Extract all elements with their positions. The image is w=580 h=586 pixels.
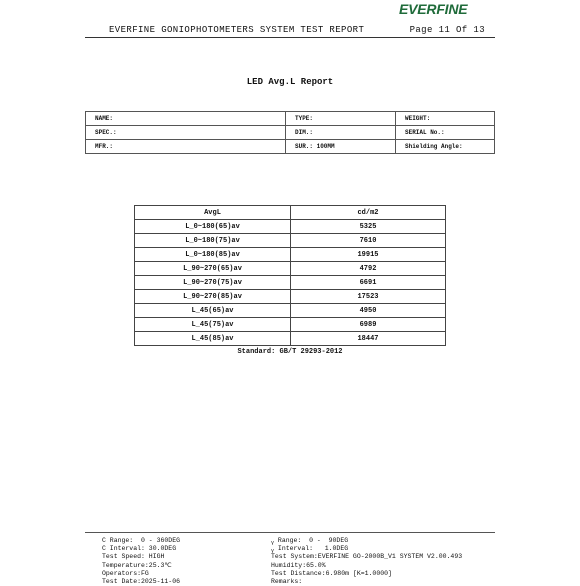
- humidity: Humidity:65.0%: [271, 561, 326, 569]
- sur-field: SUR.: 100MM: [286, 140, 396, 154]
- row-label: L_90~270(85)av: [135, 290, 291, 304]
- weight-field: WEIGHT:: [396, 112, 495, 126]
- footer-left-column: [102, 537, 180, 586]
- serial-field: SERIAL No.:: [396, 126, 495, 140]
- avg-luminance-table: [134, 205, 446, 346]
- c-range: C Range: 0 - 360DEG: [102, 537, 181, 544]
- mfr-field: MFR.:: [86, 140, 286, 154]
- report-header-title: EVERFINE GONIOPHOTOMETERS SYSTEM TEST REPORT: [109, 25, 365, 35]
- gamma-interval: Interval: 1.0DEG: [277, 545, 349, 553]
- product-info-table: [85, 111, 495, 154]
- row-label: L_0~180(85)av: [135, 248, 291, 262]
- row-value: 7610: [291, 234, 446, 248]
- row-value: 18447: [291, 332, 446, 346]
- test-distance: Test Distance:6.980m [K=1.0000]: [271, 569, 392, 577]
- table-row: [135, 276, 446, 290]
- c-interval: C Interval: 30.0DEG: [102, 545, 177, 553]
- test-conditions-footer: [85, 532, 495, 586]
- row-label: L_45(85)av: [135, 332, 291, 346]
- row-label: L_45(65)av: [135, 304, 291, 318]
- page-number: Page 11 Of 13: [409, 25, 485, 35]
- test-date: Test Date:2025-11-06: [102, 578, 181, 586]
- info-row: [86, 112, 495, 126]
- table-row: [135, 304, 446, 318]
- gamma-symbol: γ: [271, 548, 275, 555]
- table-row: [135, 234, 446, 248]
- footer-right-column: [271, 537, 462, 586]
- operators: Operators:FG: [102, 569, 149, 577]
- table-row: [135, 262, 446, 276]
- shielding-angle-field: Shielding Angle:: [396, 140, 495, 154]
- report-title: LED Avg.L Report: [246, 77, 334, 87]
- row-value: 5325: [291, 220, 446, 234]
- test-speed: Test Speed: HIGH: [102, 553, 165, 561]
- name-field: NAME:: [86, 112, 286, 126]
- row-label: L_0~180(75)av: [135, 234, 291, 248]
- row-label: L_45(75)av: [135, 318, 291, 332]
- table-row: [135, 318, 446, 332]
- column-header-avgl: AvgL: [135, 206, 291, 220]
- table-row: [135, 332, 446, 346]
- table-row: [135, 248, 446, 262]
- row-value: 19915: [291, 248, 446, 262]
- info-row: [86, 140, 495, 154]
- row-value: 4792: [291, 262, 446, 276]
- row-value: 6989: [291, 318, 446, 332]
- column-header-unit: cd/m2: [291, 206, 446, 220]
- row-value: 4950: [291, 304, 446, 318]
- table-row: [135, 220, 446, 234]
- row-label: L_90~270(75)av: [135, 276, 291, 290]
- info-row: [86, 126, 495, 140]
- everfine-logo: EVERFINE: [399, 1, 468, 17]
- table-header-row: [135, 206, 446, 220]
- gamma-range: Range: 0 - 90DEG: [277, 537, 349, 544]
- dim-field: DIM.:: [286, 126, 396, 140]
- remarks: Remarks:: [271, 578, 303, 586]
- table-row: [135, 290, 446, 304]
- standard-reference: Standard: GB/T 29293-2012: [237, 348, 343, 356]
- test-system: Test System:EVERFINE GO-2000B_V1 SYSTEM V2.00.493: [271, 553, 463, 561]
- row-value: 6691: [291, 276, 446, 290]
- gamma-symbol: γ: [271, 540, 275, 546]
- temperature: Temperature:25.3℃: [102, 561, 172, 569]
- row-label: L_90~270(65)av: [135, 262, 291, 276]
- row-value: 17523: [291, 290, 446, 304]
- page-header: [85, 25, 495, 38]
- type-field: TYPE:: [286, 112, 396, 126]
- row-label: L_0~180(65)av: [135, 220, 291, 234]
- spec-field: SPEC.:: [86, 126, 286, 140]
